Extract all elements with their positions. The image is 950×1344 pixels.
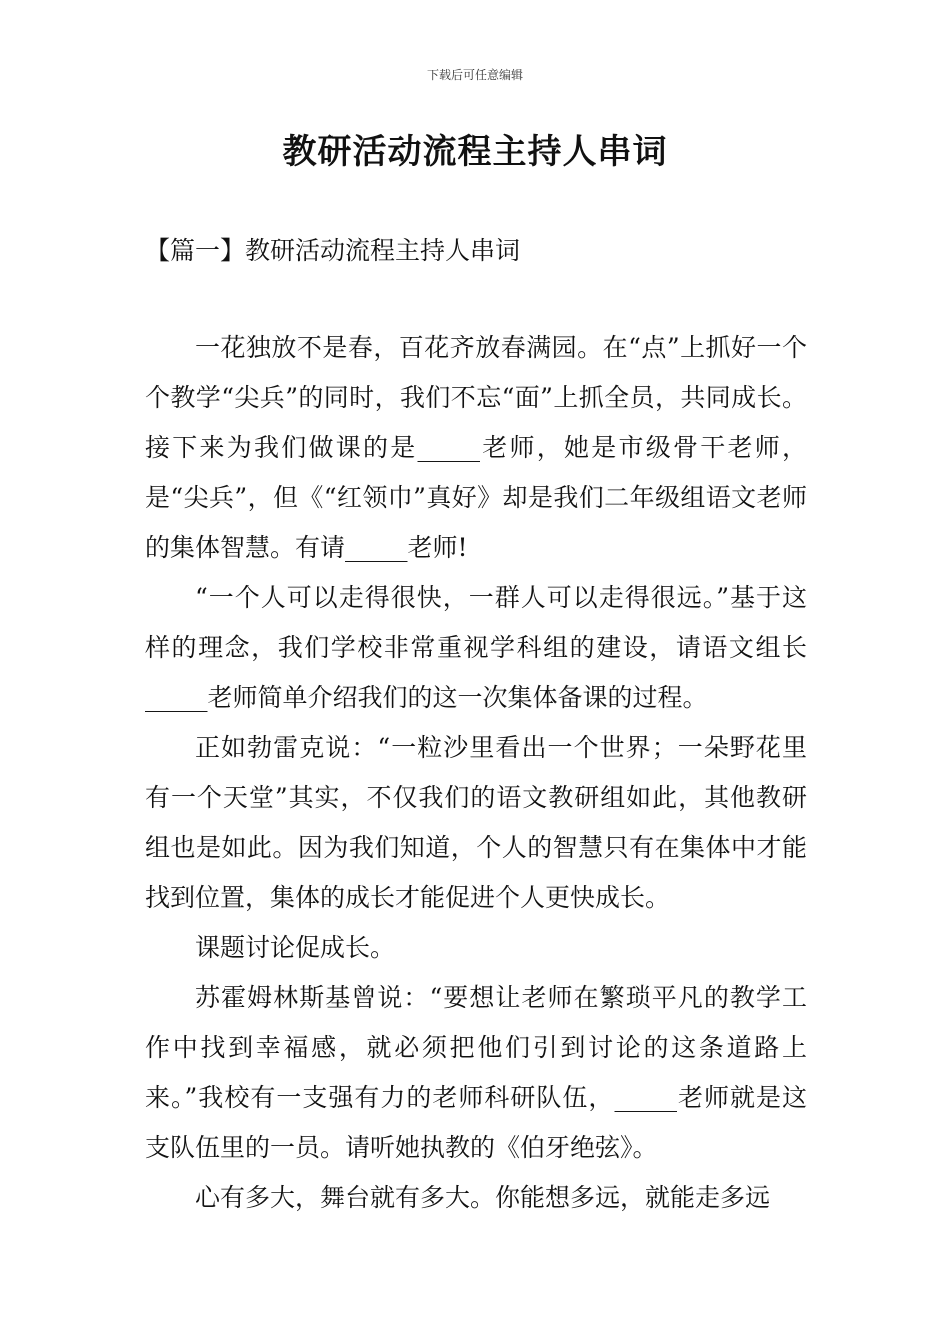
paragraph: 心有多大，舞台就有多大。你能想多远，就能走多远 [195,1183,771,1212]
section-heading: 【篇一】教研活动流程主持人串词 [145,236,521,265]
paragraph: “一个人可以走得很快，一群人可以走得很远。”基于这样的理念，我们学校非常重视学科组的建设，请语文组长_____老师简单介绍我们的这一次集体备课的过程。 [145,583,807,712]
paragraph: 正如勃雷克说：“一粒沙里看出一个世界；一朵野花里有一个天堂”其实，不仅我们的语文教研组如此，其他教研组也是如此。因为我们知道，个人的智慧只有在集体中才能找到位置，集体的成长才能促进个人更快成长。 [145,733,807,912]
document-body [145,323,807,1223]
header-note: 下载后可任意编辑 [426,68,523,82]
document-title: 教研活动流程主持人串词 [282,132,668,172]
paragraph: 苏霍姆林斯基曾说：“要想让老师在繁琐平凡的教学工作中找到幸福感，就必须把他们引到讨论的这条道路上来。”我校有一支强有力的老师科研队伍，_____老师就是这支队伍里的一员。请听她执教的《伯牙绝弦》。 [145,983,807,1162]
paragraph: 一花独放不是春，百花齐放春满园。在“点”上抓好一个个教学“尖兵”的同时，我们不忘“面”上抓全员，共同成长。接下来为我们做课的是_____老师，她是市级骨干老师，是“尖兵”，但《“红领巾”真好》却是我们二年级组语文老师的集体智慧。有请_____老师! [145,333,807,562]
paragraph: 课题讨论促成长。 [195,933,396,962]
